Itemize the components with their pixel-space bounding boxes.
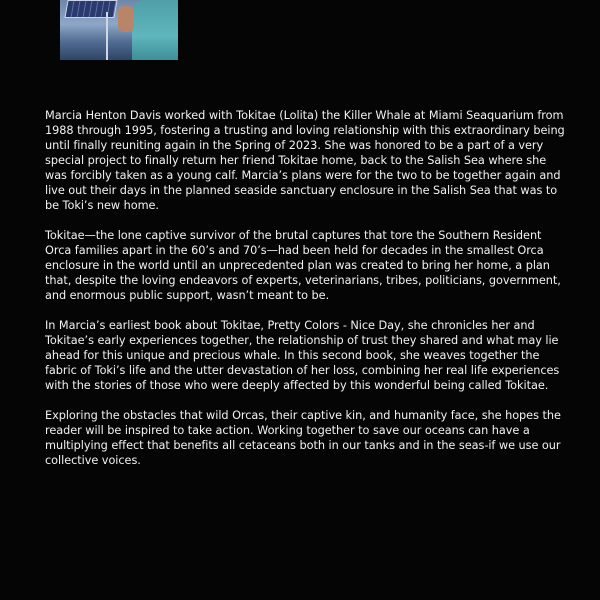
person-shape <box>132 0 178 60</box>
author-photo <box>60 0 178 60</box>
paragraph-2: Tokitae—the lone captive survivor of the brutal captures that tore the Southern Resident Orca families apart in the 60’s and 70’s—had been held for decades in the smallest Orca enclosure in the world until an unprecedented plan was created to bring her home, a plan that, despite the loving endeavors of experts, veterinarians, tribes, politicians, government, and enormous public support, wasn’t meant to be. <box>45 229 561 302</box>
paragraph-4: Exploring the obstacles that wild Orcas, their captive kin, and humanity face, she hopes the reader will be inspired to take action. Working together to save our oceans can have a multiplying effect that benefits all cetaceans both in our tanks and in the seas-if we use our collective voices. <box>45 409 561 467</box>
face-shape <box>118 6 134 32</box>
paragraph-3: In Marcia’s earliest book about Tokitae, Pretty Colors - Nice Day, she chronicles her and Tokitae’s early experiences together, the relationship of trust they shared and what may lie ahead for this unique and precious whale. In this second book, she weaves together the fabric of Toki’s life and the utter devastation of her loss, combining her real life experiences with the stories of those who were deeply affected by this wonderful being called Tokitae. <box>45 319 560 392</box>
paragraph-1: Marcia Henton Davis worked with Tokitae (Lolita) the Killer Whale at Miami Seaquarium from 1988 through 1995, fostering a trusting and loving relationship with this extraordinary being until finally reuniting again in the Spring of 2023. She was honored to be a part of a very special project to finally return her friend Tokitae home, back to the Salish Sea where she was forcibly taken as a young calf. Marcia’s plans were for the two to be together again and live out their days in the planned seaside sanctuary enclosure in the Salish Sea that was to be Toki’s new home. <box>45 109 565 212</box>
description-text <box>45 108 565 483</box>
pole-shape <box>106 12 108 60</box>
solar-panel-shape <box>64 0 117 18</box>
